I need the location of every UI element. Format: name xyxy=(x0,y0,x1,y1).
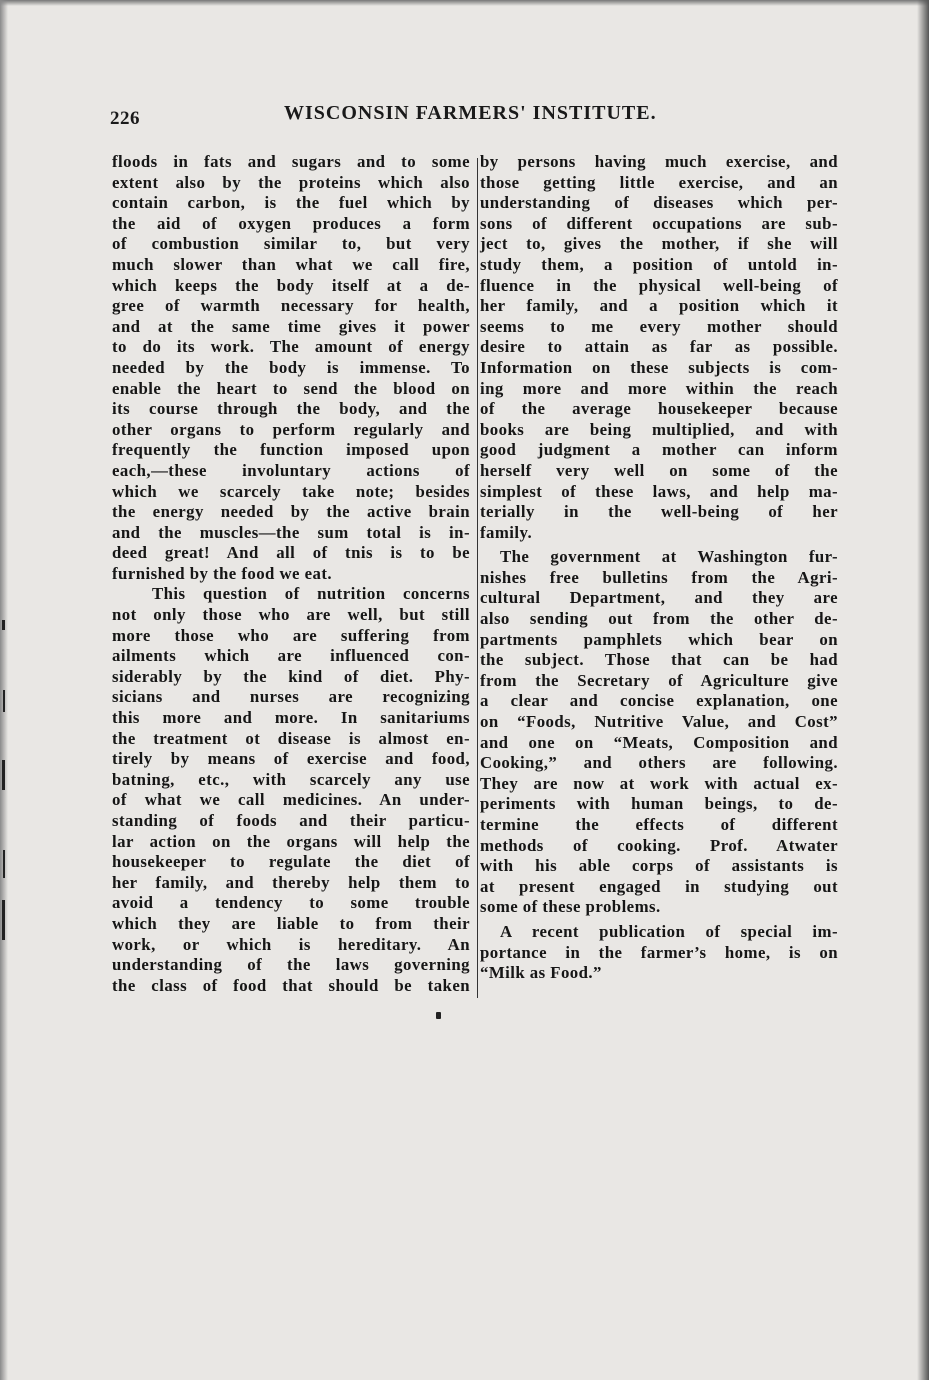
text-line: study them, a position of untold in- xyxy=(480,254,838,274)
text-line: from the Secretary of Agriculture give xyxy=(480,670,838,690)
text-line: and one on “Meats, Composition and xyxy=(480,732,838,752)
right-column xyxy=(480,152,838,984)
text-line: extent also by the proteins which also xyxy=(112,172,470,192)
text-line: gree of warmth necessary for health, xyxy=(112,296,470,316)
text-line: her family, and a position which it xyxy=(480,296,838,316)
text-line: sicians and nurses are recognizing xyxy=(112,687,470,707)
text-line: more those who are suffering from xyxy=(112,625,470,645)
text-line: the energy needed by the active brain xyxy=(112,502,470,522)
text-line: housekeeper to regulate the diet of xyxy=(112,852,470,872)
paragraph xyxy=(112,584,470,996)
text-line: frequently the function imposed upon xyxy=(112,440,470,460)
margin-speck xyxy=(3,850,5,878)
text-line: other organs to perform regularly and xyxy=(112,419,470,439)
page-header xyxy=(110,100,840,140)
text-line: ing more and more within the reach xyxy=(480,378,838,398)
text-line: work, or which is hereditary. An xyxy=(112,934,470,954)
text-line: which we scarcely take note; besides xyxy=(112,481,470,501)
margin-speck xyxy=(2,900,5,940)
text-line: sons of different occupations are sub- xyxy=(480,213,838,233)
margin-speck xyxy=(3,690,5,712)
text-line: needed by the body is immense. To xyxy=(112,357,470,377)
text-line: good judgment a mother can inform xyxy=(480,440,838,460)
text-line: lar action on the organs will help the xyxy=(112,831,470,851)
left-column xyxy=(112,152,470,996)
scan-edge-right xyxy=(917,0,929,1380)
text-line: periments with human beings, to de- xyxy=(480,794,838,814)
text-line: contain carbon, is the fuel which by xyxy=(112,193,470,213)
text-line: of what we call medicines. An under- xyxy=(112,790,470,810)
text-line: standing of foods and their particu- xyxy=(112,811,470,830)
text-line: enable the heart to send the blood on xyxy=(112,378,470,398)
scan-edge-top xyxy=(0,0,929,6)
text-line: each,—these involuntary actions of xyxy=(112,460,470,480)
text-line: fluence in the physical well-being of xyxy=(480,275,838,295)
text-line: partments pamphlets which bear on xyxy=(480,629,838,649)
text-line: desire to attain as far as possible. xyxy=(480,337,838,357)
text-line: Information on these subjects is com- xyxy=(480,357,838,377)
text-line: much slower than what we call fire, xyxy=(112,254,470,274)
text-line: the class of food that should be taken xyxy=(112,975,470,995)
text-line: A recent publication of special im- xyxy=(500,921,838,941)
text-line: at present engaged in studying out xyxy=(480,876,838,896)
text-line: which keeps the body itself at a de- xyxy=(112,275,470,295)
text-line: portance in the farmer’s home, is on xyxy=(480,942,838,962)
text-line: nishes free bulletins from the Agri- xyxy=(480,567,838,587)
paragraph xyxy=(480,922,838,984)
text-line: and at the same time gives it power xyxy=(112,316,470,336)
text-line: the subject. Those that can be had xyxy=(480,650,838,670)
paragraph xyxy=(480,547,838,918)
text-line: ject to, gives the mother, if she will xyxy=(480,234,838,254)
text-line: floods in fats and sugars and to some xyxy=(112,152,470,171)
text-line: not only those who are well, but still xyxy=(112,605,470,625)
text-line: of combustion similar to, but very xyxy=(112,234,470,254)
text-line: This question of nutrition concerns xyxy=(152,584,470,604)
text-line: ailments which are influenced con- xyxy=(112,646,470,666)
text-line: siderably by the kind of diet. Phy- xyxy=(112,666,470,686)
text-line: the treatment ot disease is almost en- xyxy=(112,728,470,748)
text-line: by persons having much exercise, and xyxy=(480,152,838,171)
text-line: some of these problems. xyxy=(480,897,661,917)
text-line: The government at Washington fur- xyxy=(500,547,838,567)
page-number: 226 xyxy=(110,108,140,129)
running-head: WISCONSIN FARMERS' INSTITUTE. xyxy=(284,102,657,124)
text-line: deed great! And all of tnis is to be xyxy=(112,543,470,563)
text-line: They are now at work with actual ex- xyxy=(480,773,838,793)
text-line: a clear and concise explanation, one xyxy=(480,691,838,711)
text-line: methods of cooking. Prof. Atwater xyxy=(480,835,838,855)
text-line: avoid a tendency to some trouble xyxy=(112,893,470,913)
text-line: seems to me every mother should xyxy=(480,316,838,336)
text-line: which they are liable to from their xyxy=(112,913,470,933)
text-line: family. xyxy=(480,522,533,542)
margin-speck xyxy=(2,620,5,630)
text-line: and the muscles—the sum total is in- xyxy=(112,522,470,542)
text-line: simplest of these laws, and help ma- xyxy=(480,481,838,501)
text-line: furnished by the food we eat. xyxy=(112,563,333,583)
text-line: understanding of diseases which per- xyxy=(480,193,838,213)
text-line: its course through the body, and the xyxy=(112,399,470,419)
text-line: herself very well on some of the xyxy=(480,460,838,480)
text-line: the aid of oxygen produces a form xyxy=(112,213,470,233)
text-line: with his able corps of assistants is xyxy=(480,856,838,876)
paragraph xyxy=(112,152,470,584)
text-line: batning, etc., with scarcely any use xyxy=(112,769,470,789)
text-line: of the average housekeeper because xyxy=(480,399,838,419)
text-line: her family, and thereby help them to xyxy=(112,872,470,892)
text-line: tirely by means of exercise and food, xyxy=(112,749,470,769)
text-line: books are being multiplied, and with xyxy=(480,419,838,439)
text-line: terially in the well-being of her xyxy=(480,502,838,522)
text-line: this more and more. In sanitariums xyxy=(112,708,470,728)
margin-speck xyxy=(2,760,5,790)
text-line: on “Foods, Nutritive Value, and Cost” xyxy=(480,712,838,732)
column-divider xyxy=(477,158,478,998)
text-line: termine the effects of different xyxy=(480,815,838,834)
text-line: those getting little exercise, and an xyxy=(480,172,838,192)
text-line: “Milk as Food.” xyxy=(480,963,602,983)
paragraph xyxy=(480,152,838,543)
text-line: cultural Department, and they are xyxy=(480,588,838,608)
text-line: to do its work. The amount of energy xyxy=(112,337,470,357)
text-line: also sending out from the other de- xyxy=(480,609,838,629)
text-line: Cooking,” and others are following. xyxy=(480,753,838,773)
text-line: understanding of the laws governing xyxy=(112,955,470,975)
ink-mark xyxy=(436,1012,441,1019)
